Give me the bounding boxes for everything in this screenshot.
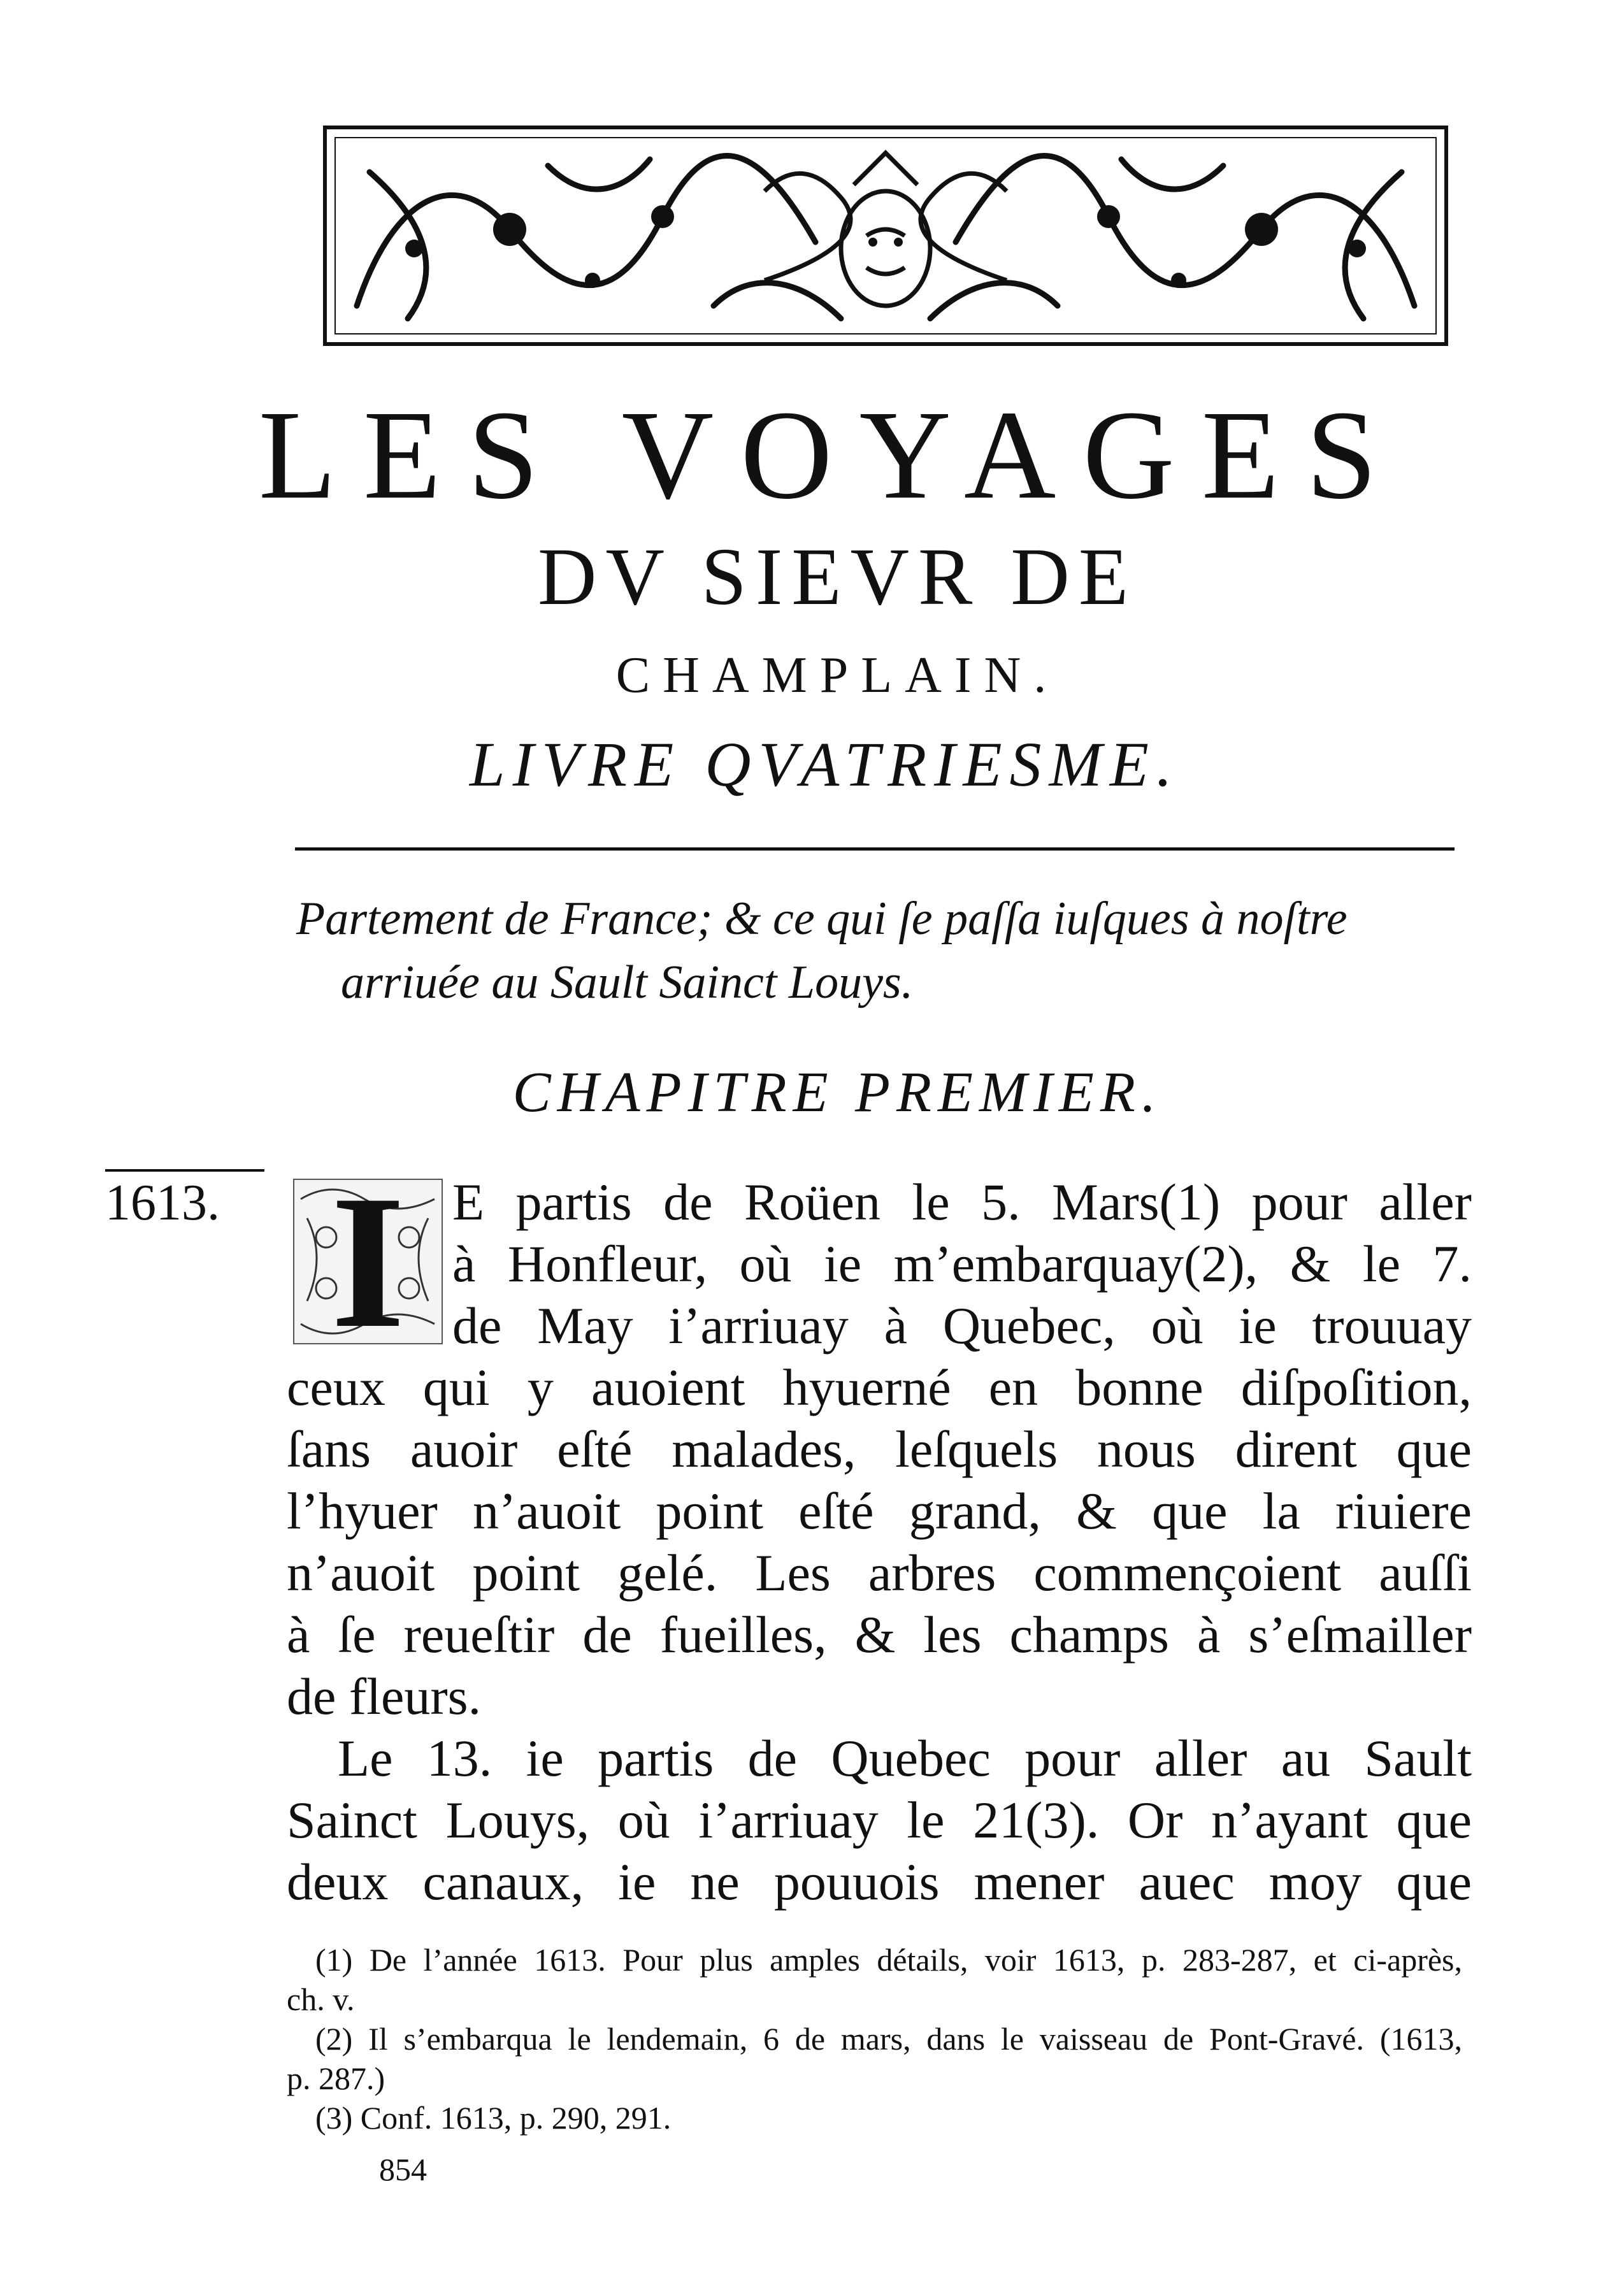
text-line: E partis de Roüen le 5. Mars(1) pour aller	[452, 1173, 1472, 1231]
text-line: de May i’arriuay à Quebec, où ie trouuay	[452, 1297, 1472, 1355]
text-line: n’auoit point gelé. Les arbres commençoient auſſi	[287, 1544, 1472, 1602]
text-line: de fleurs.	[287, 1667, 482, 1725]
ornamental-headpiece	[319, 115, 1453, 357]
initial-letter: I	[331, 1156, 405, 1367]
footnote-3: (3) Conf. 1613, p. 290, 291.	[315, 2100, 672, 2136]
page-number: 854	[379, 2152, 427, 2187]
text-line: à Honfleur, où ie m’embarquay(2), & le 7.	[452, 1235, 1472, 1293]
text-line: ſans auoir eſté malades, leſquels nous dirent que	[287, 1420, 1472, 1478]
title-line-2: DV SIEVR DE	[538, 531, 1137, 622]
section-divider	[295, 847, 1455, 851]
paragraph-2	[287, 1727, 1472, 1913]
text-line: ceux qui y auoient hyuerné en bonne diſpoſition,	[287, 1358, 1472, 1416]
margin-year: 1613.	[105, 1175, 220, 1231]
summary-line-1: Partement de France; & ce qui ſe paſſa iuſques à noſtre	[296, 893, 1347, 945]
chapter-summary	[296, 887, 1469, 1014]
footnote-2-cont: p. 287.)	[287, 2060, 385, 2096]
footnote-2: (2) Il s’embarqua le lendemain, 6 de mars, dans le vaisseau de Pont-Gravé. (1613,	[315, 2021, 1462, 2057]
text-line: l’hyuer n’auoit point eſté grand, & que la riuiere	[287, 1482, 1472, 1540]
paragraph-1-body	[287, 1356, 1472, 1727]
title-line-3: CHAMPLAIN.	[615, 647, 1060, 703]
text-line: Sainct Louys, où i’arriuay le 21(3). Or n’ayant que	[287, 1791, 1472, 1849]
text-line: deux canaux, ie ne pouuois mener auec moy que	[287, 1853, 1472, 1911]
title-line-1: LES VOYAGES	[258, 385, 1404, 526]
footnote-1-cont: ch. v.	[287, 1981, 355, 2017]
footnote-1: (1) De l’année 1613. Pour plus amples détails, voir 1613, p. 283-287, et ci-après,	[315, 1942, 1462, 1978]
text-line: Le 13. ie partis de Quebec pour aller au Sault	[338, 1729, 1472, 1787]
text-line: à ſe reueſtir de fueilles, & les champs à s’eſmailler	[287, 1606, 1472, 1664]
book-heading: LIVRE QVATRIESME.	[470, 729, 1180, 800]
decorated-initial	[293, 1156, 443, 1367]
footnotes	[287, 1940, 1462, 2138]
summary-line-2: arriuée au Sault Sainct Louys.	[341, 956, 914, 1009]
chapter-heading: CHAPITRE PREMIER.	[512, 1061, 1163, 1124]
paragraph-1-indented	[452, 1171, 1472, 1356]
